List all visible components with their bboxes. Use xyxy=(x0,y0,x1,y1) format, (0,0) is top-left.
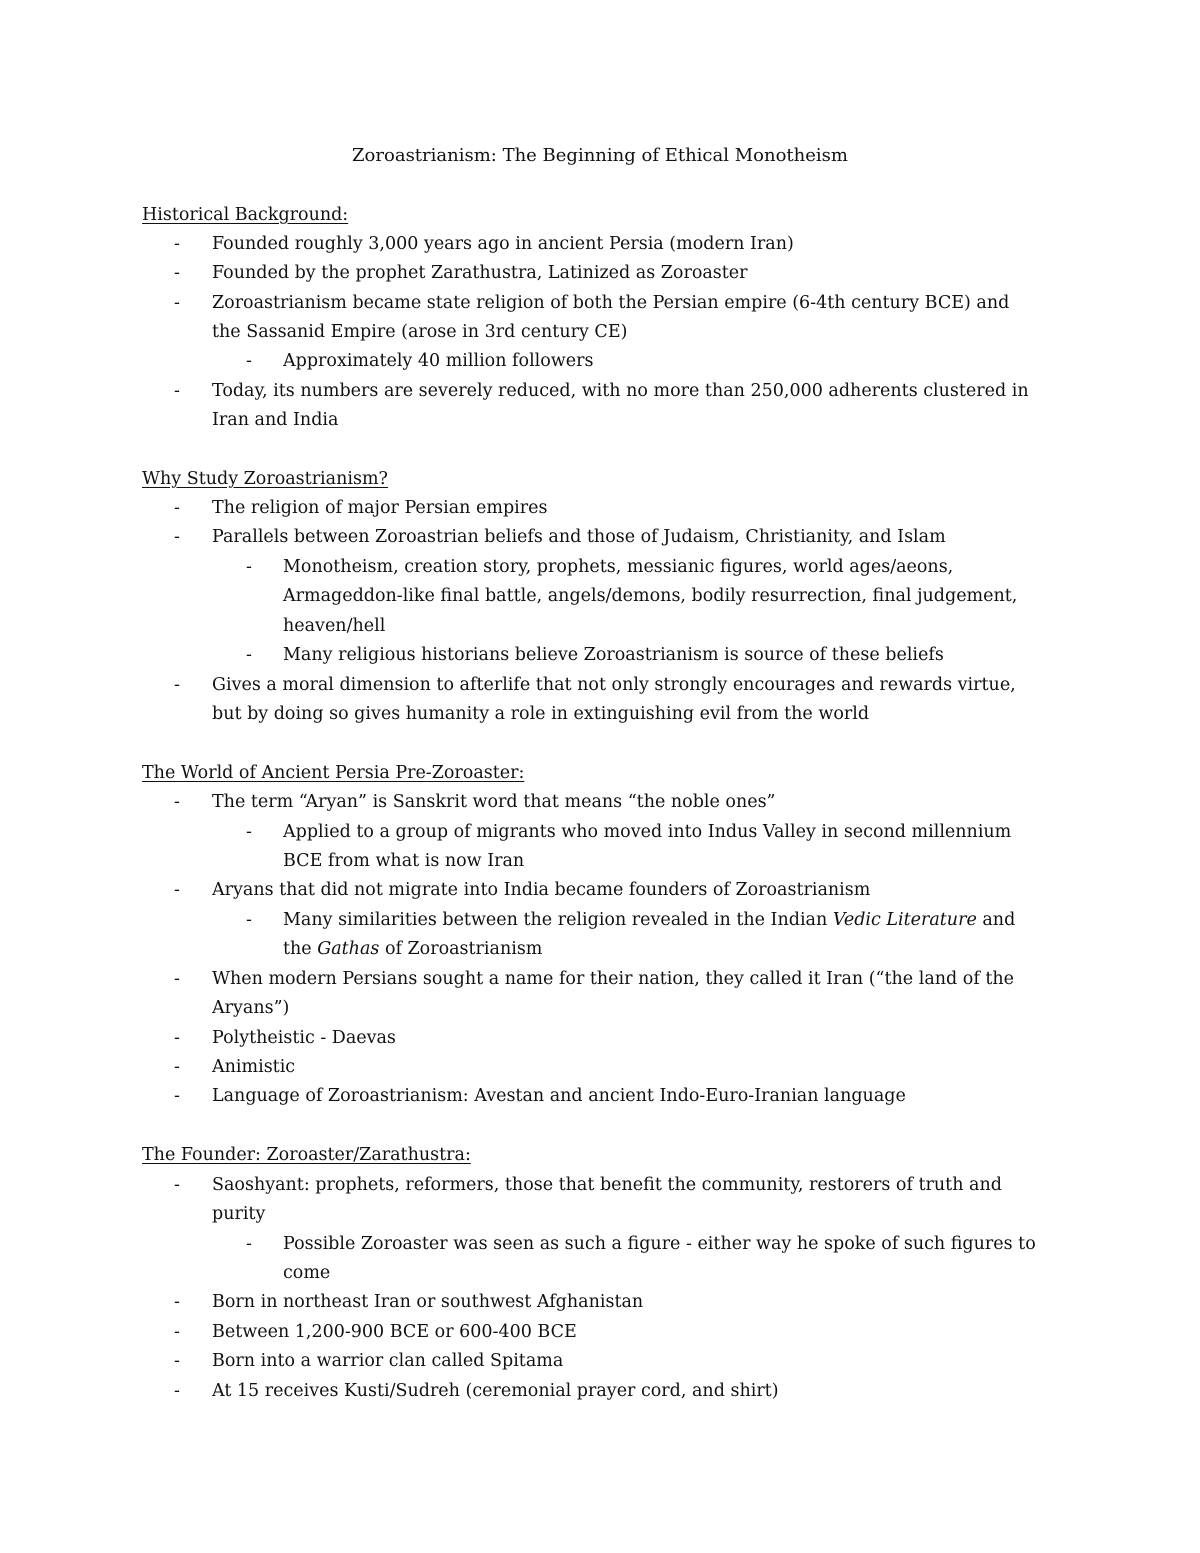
list-item-text: Founded roughly 3,000 years ago in ancient Persia (modern Iran) xyxy=(212,234,794,254)
bullet-dash: - xyxy=(174,234,180,254)
sub-list-item-text: Many religious historians believe Zoroastrianism is source of these beliefs xyxy=(283,645,944,665)
bullet-dash: - xyxy=(246,351,252,371)
list-item-text: At 15 receives Kusti/Sudreh (ceremonial prayer cord, and shirt) xyxy=(212,1381,779,1401)
sub-list-item-text: Monotheism, creation story, prophets, messianic figures, world ages/aeons, xyxy=(283,557,954,577)
list-item-text: Today, its numbers are severely reduced, with no more than 250,000 adherents clustered in xyxy=(212,381,1029,401)
list-item-text: Founded by the prophet Zarathustra, Latinized as Zoroaster xyxy=(212,263,748,283)
bullet-dash: - xyxy=(174,1086,180,1106)
text-run: of Zoroastrianism xyxy=(379,939,543,959)
bullet-dash: - xyxy=(174,527,180,547)
sub-list-item-text: come xyxy=(283,1263,331,1283)
sub-list-item-text: heaven/hell xyxy=(283,616,386,636)
bullet-dash: - xyxy=(246,645,252,665)
bullet-dash: - xyxy=(174,675,180,695)
list-item-text: Polytheistic - Daevas xyxy=(212,1028,396,1048)
text-run: Many similarities between the religion revealed in the Indian xyxy=(283,910,833,930)
bullet-dash: - xyxy=(246,1234,252,1254)
list-item-text: Iran and India xyxy=(212,410,339,430)
bullet-dash: - xyxy=(174,1175,180,1195)
bullet-dash: - xyxy=(174,1292,180,1312)
list-item-text: The term “Aryan” is Sanskrit word that means “the noble ones” xyxy=(212,792,776,812)
italic-title-gathas: Gathas xyxy=(317,939,380,959)
bullet-dash: - xyxy=(174,498,180,518)
sub-list-item-text: Armageddon-like final battle, angels/demons, bodily resurrection, final judgement, xyxy=(283,586,1018,606)
bullet-dash: - xyxy=(174,263,180,283)
list-item-text: Aryans that did not migrate into India became founders of Zoroastrianism xyxy=(212,880,871,900)
bullet-dash: - xyxy=(174,1057,180,1077)
sub-list-item-text xyxy=(283,934,542,964)
bullet-dash: - xyxy=(174,1381,180,1401)
list-item-text: Gives a moral dimension to afterlife that not only strongly encourages and rewards virtue, xyxy=(212,675,1016,695)
list-item-text: When modern Persians sought a name for their nation, they called it Iran (“the land of the xyxy=(212,969,1015,989)
bullet-dash: - xyxy=(174,792,180,812)
list-item-text: Born in northeast Iran or southwest Afghanistan xyxy=(212,1292,644,1312)
bullet-dash: - xyxy=(174,969,180,989)
sub-list-item-text: Possible Zoroaster was seen as such a figure - either way he spoke of such figures to xyxy=(283,1234,1036,1254)
bullet-dash: - xyxy=(174,293,180,313)
list-item-text: The religion of major Persian empires xyxy=(212,498,548,518)
sub-list-item-text: Applied to a group of migrants who moved into Indus Valley in second millennium xyxy=(283,822,1012,842)
list-item-text: Language of Zoroastrianism: Avestan and ancient Indo-Euro-Iranian language xyxy=(212,1086,906,1106)
sub-list-item-text: Approximately 40 million followers xyxy=(283,351,594,371)
list-item-text: but by doing so gives humanity a role in extinguishing evil from the world xyxy=(212,704,870,724)
sub-list-item-text xyxy=(283,905,1015,935)
list-item-text: Zoroastrianism became state religion of both the Persian empire (6-4th century BCE) and xyxy=(212,293,1010,313)
bullet-dash: - xyxy=(174,1028,180,1048)
italic-title-vedic-literature: Vedic Literature xyxy=(832,910,977,930)
bullet-dash: - xyxy=(174,880,180,900)
bullet-dash: - xyxy=(246,557,252,577)
list-item-text: Animistic xyxy=(212,1057,296,1077)
page-title: Zoroastrianism: The Beginning of Ethical Monotheism xyxy=(352,145,848,166)
list-item-text: the Sassanid Empire (arose in 3rd century CE) xyxy=(212,322,628,342)
bullet-dash: - xyxy=(174,1351,180,1371)
list-item-text: Between 1,200-900 BCE or 600-400 BCE xyxy=(212,1322,577,1342)
list-item-text: Saoshyant: prophets, reformers, those that benefit the community, restorers of truth and xyxy=(212,1175,1002,1195)
list-item-text: Born into a warrior clan called Spitama xyxy=(212,1351,564,1371)
bullet-dash: - xyxy=(246,910,252,930)
section-heading-founder: The Founder: Zoroaster/Zarathustra: xyxy=(142,1145,471,1165)
text-run: the xyxy=(283,939,318,959)
sub-list-item-text: BCE from what is now Iran xyxy=(283,851,525,871)
bullet-dash: - xyxy=(174,381,180,401)
text-run: and xyxy=(976,910,1016,930)
section-heading-ancient-persia: The World of Ancient Persia Pre-Zoroaster: xyxy=(142,763,525,783)
section-heading-historical-background: Historical Background: xyxy=(142,205,349,225)
bullet-dash: - xyxy=(174,1322,180,1342)
list-item-text: purity xyxy=(212,1204,266,1224)
list-item-text: Aryans”) xyxy=(212,998,290,1018)
section-heading-why-study: Why Study Zoroastrianism? xyxy=(142,469,388,489)
list-item-text: Parallels between Zoroastrian beliefs and those of Judaism, Christianity, and Islam xyxy=(212,527,946,547)
bullet-dash: - xyxy=(246,822,252,842)
